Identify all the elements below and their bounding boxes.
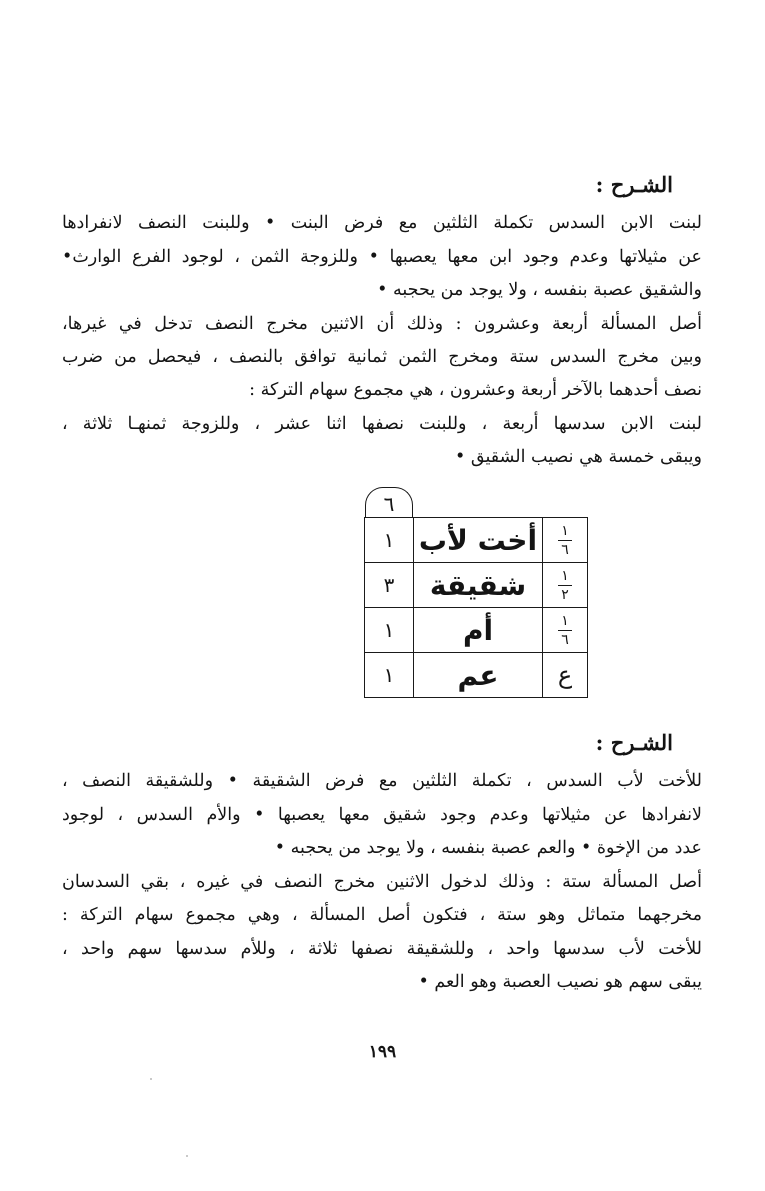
fraction-numerator: ١ [561, 612, 569, 629]
scan-speck [150, 1078, 152, 1080]
inheritance-table [364, 487, 588, 709]
paragraph-line: أصل المسألة أربعة وعشرون : وذلك أن الاثنين مخرج النصف تدخل في غيرها، [62, 314, 702, 334]
paragraph-line: للأخت لأب سدسها واحد ، وللشقيقة نصفها ثلاثة ، وللأم سدسها سهم واحد ، [62, 939, 702, 959]
paragraph-line: نصف أحدهما بالآخر أربعة وعشرون ، هي مجموع سهام التركة : [249, 380, 702, 400]
table-row [365, 518, 588, 563]
share-cell [543, 518, 588, 563]
count-cell: ٣ [365, 563, 414, 608]
fraction-denominator: ٦ [561, 631, 569, 648]
scan-speck [186, 1155, 188, 1157]
page-number: ١٩٩ [368, 1042, 397, 1062]
paragraph-line: وبين مخرج السدس ستة ومخرج الثمن ثمانية توافق بالنصف ، فيحصل من ضرب [62, 347, 702, 367]
paragraph-line: للأخت لأب السدس ، تكملة الثلثين مع فرض الشقيقة • وللشقيقة النصف ، [62, 771, 702, 791]
share-cell [543, 563, 588, 608]
paragraph-line: لبنت الابن سدسها أربعة ، وللبنت نصفها اثنا عشر ، وللزوجة ثمنهـا ثلاثة ، [62, 414, 702, 434]
shares-table [364, 517, 588, 698]
fraction [558, 524, 572, 557]
heir-cell: عم [414, 653, 543, 698]
fraction-denominator: ٢ [561, 586, 569, 603]
section-heading: الشـرح : [595, 172, 673, 197]
heir-cell: أخت لأب [414, 518, 543, 563]
paragraph-line: ويبقى خمسة هي نصيب الشقيق • [455, 447, 702, 467]
fraction [558, 614, 572, 647]
count-cell: ١ [365, 608, 414, 653]
table-row [365, 608, 588, 653]
fraction-denominator: ٦ [561, 541, 569, 558]
fraction-numerator: ١ [561, 522, 569, 539]
fraction [558, 569, 572, 602]
table-base-cell: ٦ [365, 487, 413, 518]
fraction-numerator: ١ [561, 567, 569, 584]
fraction-bar [558, 585, 572, 586]
paragraph-line: والشقيق عصبة بنفسه ، ولا يوجد من يحجبه • [377, 280, 702, 300]
heir-cell: أم [414, 608, 543, 653]
share-cell [543, 608, 588, 653]
paragraph-line: لانفرادها عن مثيلاتها وعدم وجود شقيق معها يعصبها • والأم السدس ، لوجود [62, 805, 702, 825]
table-row [365, 653, 588, 698]
share-cell: ع [543, 653, 588, 698]
paragraph-line: يبقى سهم هو نصيب العصبة وهو العم • [418, 972, 702, 992]
table-row [365, 563, 588, 608]
fraction-bar [558, 540, 572, 541]
paragraph-line: لبنت الابن السدس تكملة الثلثين مع فرض البنت • وللبنت النصف لانفرادها [62, 213, 702, 233]
paragraph-line: أصل المسألة ستة : وذلك لدخول الاثنين مخرج النصف في غيره ، بقي السدسان [62, 872, 702, 892]
paragraph-line: عدد من الإخوة • والعم عصبة بنفسه ، ولا يوجد من يحجبه • [274, 838, 702, 858]
paragraph-line: عن مثيلاتها وعدم وجود ابن معها يعصبها • وللزوجة الثمن ، لوجود الفرع الوارث• [62, 247, 702, 267]
fraction-bar [558, 630, 572, 631]
count-cell: ١ [365, 653, 414, 698]
section-heading: الشـرح : [595, 730, 673, 755]
paragraph-line: مخرجهما متماثل وهو ستة ، فتكون أصل المسألة ، وهي مجموع سهام التركة : [62, 905, 702, 925]
count-cell: ١ [365, 518, 414, 563]
heir-cell: شقيقة [414, 563, 543, 608]
